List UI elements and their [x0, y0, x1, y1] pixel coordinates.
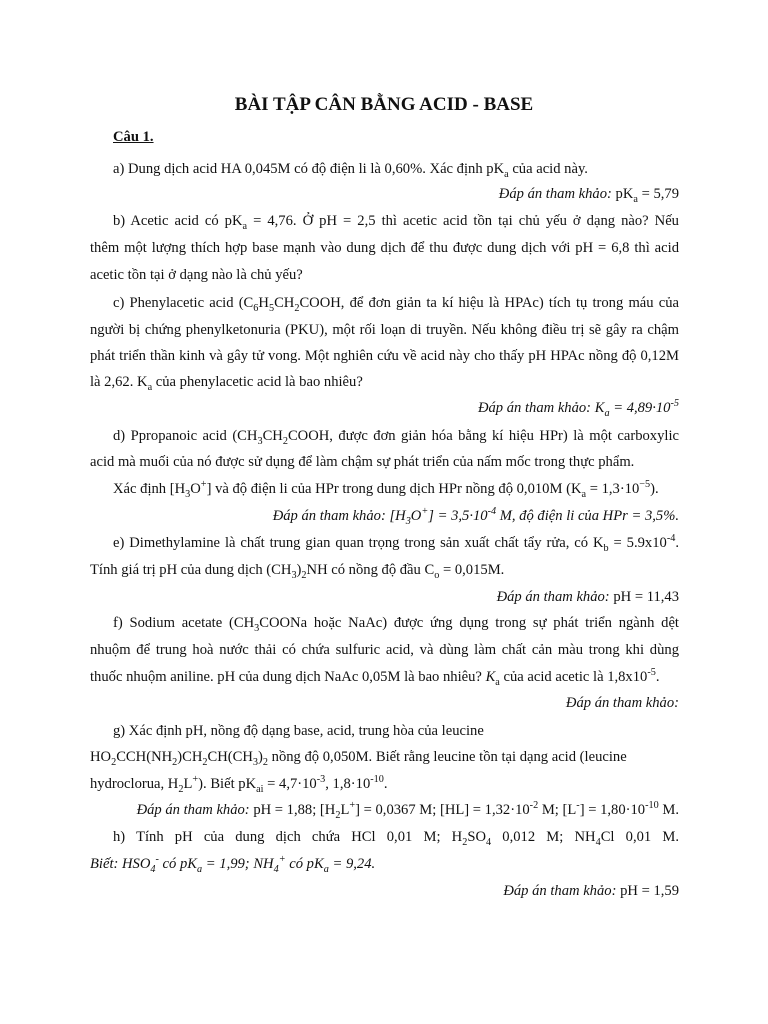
question-f-line-1: f) Sodium acetate ($CH_3COONa$ hoặc NaAc) được ứng dụng trong sự phát triển ngành dệt [113, 615, 679, 634]
question-c-line-3: phát triển thần kinh và gây tử vong. Một nghiên cứu về acid này cho thấy pH HPAc nồng độ 0,12M [90, 348, 679, 364]
answer-h: Đáp án tham khảo: pH = 1,59 [503, 883, 679, 899]
answer-c: Đáp án tham khảo: $K_a = 4,89\cdot 10^{-5}$ [477, 398, 679, 419]
question-g-line-1: g) Xác định pH, nồng độ dạng base, acid, trung hòa của leucine [113, 723, 484, 739]
question-a-line-1: a) Dung dịch acid HA 0,045M có độ điện li là 0,60%. Xác định $pK_a$ của acid này. [113, 161, 588, 180]
question-g-line-2: $HO_2CCH(NH_2)CH_2CH(CH_3)_2$ nồng độ 0,050M. Biết rằng leucine tồn tại dạng acid (leucine [90, 749, 627, 768]
question-h-line-1: h) Tính pH của dung dịch chứa HCl 0,01 M; $H_2SO_4$ 0,012 M; $NH_4Cl$ 0,01 M. [113, 829, 680, 848]
question-d-line-3: Xác định $[H_3O^+]$ và độ điện li của HPr trong dung dịch HPr nồng độ 0,010M $(K_a = 1,3\cdot 10^{-5})$. [113, 479, 659, 500]
answer-a: Đáp án tham khảo: $pK_a = 5,79$ [498, 186, 679, 205]
answer-g: Đáp án tham khảo: pH = 1,88; $[H_2L^+] = 0,0367$ M; $[HL] = 1,32\cdot 10^{-2}$ M; $[L^-] = 1,80\cdot 10^{-10}$ M. [136, 800, 679, 821]
question-c-line-4: là 2,62. $K_a$ của phenylacetic acid là bao nhiêu? [90, 374, 363, 393]
question-f-line-2: nhuộm để trung hoà nước thải có chứa sulfuric acid, và dùng làm chất cản màu trong khi dùng [90, 642, 679, 658]
question-c-line-2: người bị chứng phenylketonuria (PKU), một rối loạn di truyền. Nếu không điều trị sẽ gây ra chậm [90, 322, 679, 338]
question-heading: Câu 1. [113, 129, 154, 145]
question-c-line-1: c) Phenylacetic acid ($C_6H_5CH_2COOH$, để đơn giản ta kí hiệu là HPAc) tích tụ trong máu của [113, 295, 679, 314]
answer-f: Đáp án tham khảo: [565, 695, 679, 711]
question-g-line-3: hydroclorua, $H_2L^+$). Biết $pK_{ai} = 4,7\cdot 10^{-3}$, $1,8\cdot 10^{-10}$. [90, 774, 388, 795]
question-d-line-1: d) Ppropanoic acid ($CH_3CH_2COOH$, được đơn giản hóa bằng kí hiệu HPr) là một carboxylic [113, 428, 679, 447]
question-e-line-2: Tính giá trị pH của dung dịch $(CH_3)_2NH$ có nồng độ đầu $C_o = 0,015M$. [90, 562, 505, 581]
question-f-line-3: thuốc nhuộm aniline. pH của dung dịch NaAc 0,05M là bao nhiêu? $K_a$ của acid acetic là $1,8x10^{-5}$. [90, 667, 660, 688]
question-d-line-2: acid mà muối của nó được sử dụng để làm chậm sự phát triển của nấm mốc trong thực phẩm. [90, 454, 635, 470]
answer-e: Đáp án tham khảo: pH = 11,43 [496, 589, 679, 605]
question-b-line-1: b) Acetic acid có $pK_a = 4,76$. Ở pH = 2,5 thì acetic acid tồn tại chủ yếu ở dạng nào? Nếu [113, 213, 679, 232]
question-b-line-2: thêm một lượng thích hợp base mạnh vào dung dịch để thu được dung dịch với pH = 6,8 thì acid [90, 240, 679, 256]
question-b-line-3: acetic tồn tại ở dạng nào là chủ yếu? [90, 267, 303, 283]
answer-d: Đáp án tham khảo: $[H_3O^+] = 3,5\cdot 10^{-4}$ M, độ điện li của HPr = 3,5%. [272, 506, 679, 527]
question-h-line-2: Biết: $HSO_4^-$ có $pK_a = 1,99$; $NH_4^+$ có $pK_a = 9,24$. [90, 854, 376, 875]
question-e-line-1: e) Dimethylamine là chất trung gian quan trọng trong sản xuất chất tẩy rửa, có $K_b = 5.9x10^{-4}$. [113, 533, 679, 554]
document-title: BÀI TẬP CÂN BẰNG ACID - BASE [234, 94, 534, 115]
